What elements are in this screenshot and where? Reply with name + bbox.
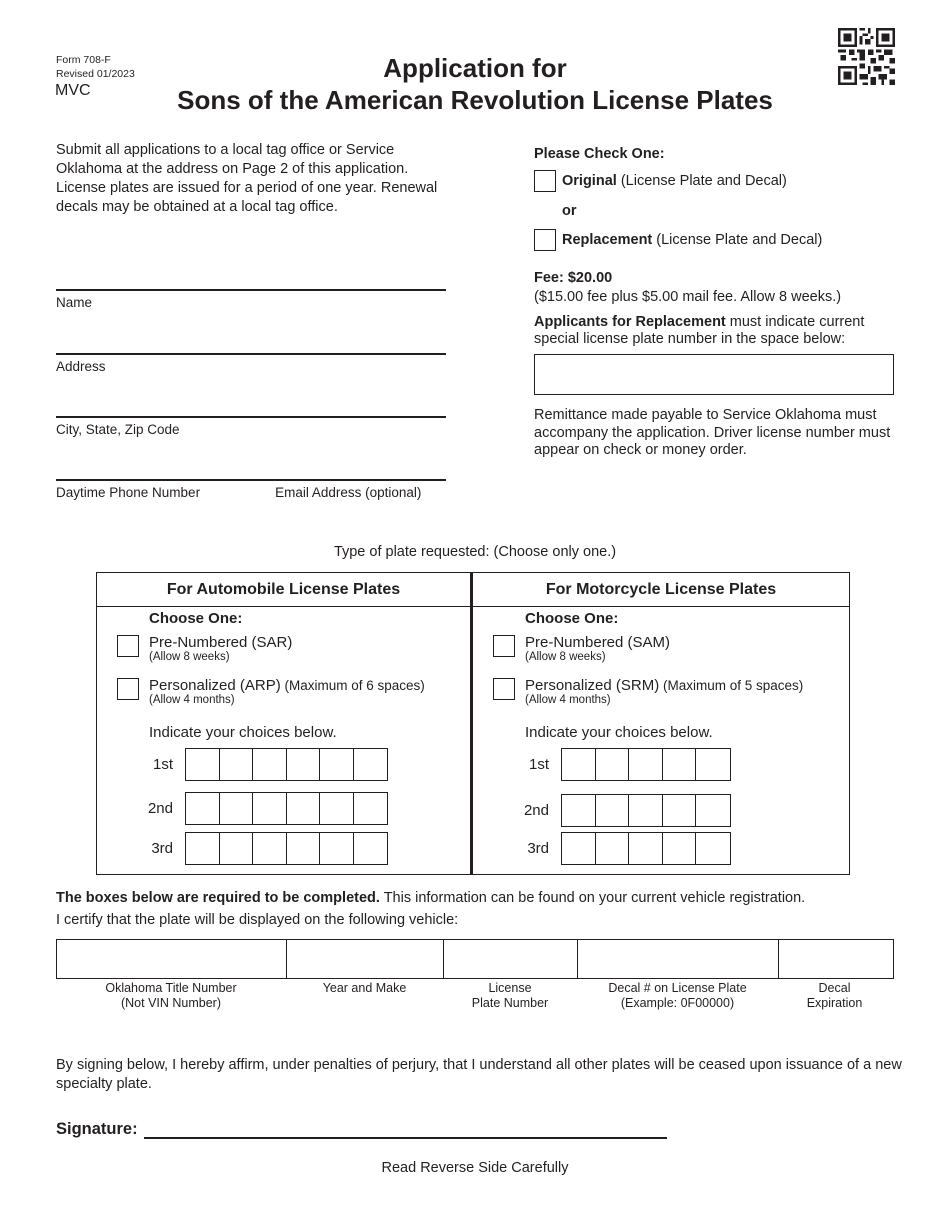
replacement-note-text: must indicate current special license plate number in the space below: — [534, 314, 865, 347]
srm-checkbox[interactable] — [493, 678, 515, 700]
address-underline — [56, 353, 446, 355]
decal-number-label — [577, 981, 778, 1011]
required-note-text: This information can be found on your current vehicle registration. — [379, 890, 806, 906]
motorcycle-option-personalized[interactable] — [493, 677, 803, 707]
char-box[interactable] — [696, 749, 730, 780]
fee-section — [534, 269, 904, 307]
char-box[interactable] — [629, 833, 663, 864]
arp-checkbox[interactable] — [117, 678, 139, 700]
choice-ordinal: 1st — [152, 756, 173, 773]
char-box[interactable] — [696, 795, 730, 826]
replacement-label-detail: (License Plate and Decal) — [652, 231, 823, 248]
division-label: MVC — [55, 82, 91, 99]
sar-checkbox[interactable] — [117, 635, 139, 657]
application-type-heading — [534, 145, 904, 164]
sar-label: Pre-Numbered (SAR) — [149, 634, 293, 651]
char-box[interactable] — [186, 833, 220, 864]
vehicle-info-table — [56, 939, 894, 979]
char-box[interactable] — [253, 793, 287, 824]
replacement-label: Replacement — [562, 231, 653, 248]
choice-ordinal: 2nd — [147, 800, 173, 817]
char-box[interactable] — [663, 795, 697, 826]
signature-input[interactable] — [144, 1121, 667, 1137]
address-field-area — [56, 330, 446, 354]
motorcycle-choice-2 — [521, 794, 731, 827]
char-box[interactable] — [562, 795, 596, 826]
char-box[interactable] — [287, 793, 321, 824]
qr-code-icon — [838, 28, 895, 85]
motorcycle-option-prenumbered[interactable] — [493, 634, 670, 664]
srm-note: (Maximum of 5 spaces) — [659, 678, 804, 693]
label-line: (Example: 0F00000) — [620, 996, 735, 1010]
name-field — [56, 289, 446, 310]
char-box[interactable] — [287, 749, 321, 780]
original-option[interactable] — [534, 170, 904, 192]
char-box[interactable] — [663, 833, 697, 864]
sam-label: Pre-Numbered (SAM) — [525, 634, 671, 651]
label-line: License — [488, 981, 532, 995]
email-input[interactable] — [280, 452, 446, 474]
replacement-note-bold: Applicants for Replacement — [534, 314, 726, 330]
email-label: Email Address (optional) — [275, 485, 422, 500]
signature-line — [144, 1121, 667, 1139]
affirmation-text: By signing below, I hereby affirm, under penalties of perjury, that I understand all other plates will be ceased upon issuance of a new specialty plate. — [56, 1057, 902, 1092]
char-box[interactable] — [320, 793, 354, 824]
city-state-zip-input[interactable] — [56, 389, 446, 411]
automobile-plates-column — [97, 573, 473, 874]
address-field — [56, 353, 446, 374]
arp-label: Personalized (ARP) — [149, 677, 281, 694]
motorcycle-choice-3-boxes — [561, 832, 731, 865]
replacement-note — [534, 314, 904, 348]
email-field-area — [280, 456, 446, 480]
choice-ordinal: 3rd — [527, 840, 549, 857]
label-line: Expiration — [806, 996, 863, 1010]
year-make-label — [286, 981, 443, 1011]
signature-label: Signature: — [56, 1120, 138, 1138]
automobile-heading: For Automobile License Plates — [97, 573, 470, 607]
sam-allow: (Allow 8 weeks) — [525, 651, 606, 663]
footer-note: Read Reverse Side Carefully — [381, 1160, 569, 1176]
label-line: Plate Number — [471, 996, 549, 1010]
intro-instructions: Submit all applications to a local tag office or Service Oklahoma at the address on Page 2 of this application. License plates are issued for a period of one year. Renewal decals may be obtained at a local tag office. — [56, 142, 438, 215]
char-box[interactable] — [320, 749, 354, 780]
motorcycle-heading: For Motorcycle License Plates — [473, 573, 849, 607]
char-box[interactable] — [629, 749, 663, 780]
char-box[interactable] — [220, 833, 254, 864]
label-line: (Not VIN Number) — [120, 996, 222, 1010]
motorcycle-choose-one: Choose One: — [525, 610, 619, 627]
automobile-choose-one: Choose One: — [149, 610, 243, 627]
arp-note: (Maximum of 6 spaces) — [280, 678, 425, 693]
please-check-one-label: Please Check One: — [534, 146, 665, 162]
signature-row — [56, 1120, 667, 1139]
city-underline — [56, 416, 446, 418]
motorcycle-choice-1-boxes — [561, 748, 731, 781]
motorcycle-plates-column — [473, 573, 849, 874]
char-box[interactable] — [220, 749, 254, 780]
current-plate-number-input[interactable] — [534, 354, 894, 395]
char-box[interactable] — [354, 749, 388, 780]
name-input[interactable] — [56, 262, 446, 284]
motorcycle-indicate-label: Indicate your choices below. — [525, 724, 713, 741]
automobile-choice-1 — [145, 748, 388, 781]
revised-date: Revised 01/2023 — [56, 68, 135, 80]
char-box[interactable] — [663, 749, 697, 780]
city-state-zip-label: City, State, Zip Code — [56, 422, 180, 437]
or-label — [562, 202, 932, 221]
choice-ordinal: 2nd — [523, 802, 549, 819]
phone-label: Daytime Phone Number — [56, 485, 201, 500]
fee-detail: ($15.00 fee plus $5.00 mail fee. Allow 8 weeks.) — [534, 289, 842, 305]
srm-allow: (Allow 4 months) — [525, 694, 611, 706]
char-box[interactable] — [287, 833, 321, 864]
choice-ordinal: 1st — [528, 756, 549, 773]
phone-email-field — [56, 479, 446, 500]
vehicle-info-labels — [56, 981, 894, 1011]
char-box[interactable] — [596, 833, 630, 864]
form-number: Form 708-F — [56, 54, 111, 66]
required-note-bold: The boxes below are required to be completed. — [56, 890, 380, 906]
name-label: Name — [56, 295, 93, 310]
title-number-label — [56, 981, 286, 1011]
title-number-input[interactable] — [57, 940, 287, 978]
arp-allow: (Allow 4 months) — [149, 694, 235, 706]
label-line: Oklahoma Title Number — [105, 981, 237, 995]
char-box[interactable] — [354, 793, 388, 824]
city-field-area — [56, 393, 446, 417]
replacement-checkbox[interactable] — [534, 229, 556, 251]
automobile-option-personalized[interactable] — [117, 677, 425, 707]
original-label: Original — [562, 172, 617, 189]
original-label-detail: (License Plate and Decal) — [616, 172, 787, 189]
char-box[interactable] — [596, 795, 630, 826]
char-box[interactable] — [596, 749, 630, 780]
choice-ordinal: 3rd — [151, 840, 173, 857]
automobile-choice-2 — [145, 792, 388, 825]
decal-expiration-label — [778, 981, 891, 1011]
char-box[interactable] — [186, 749, 220, 780]
license-plate-number-input[interactable] — [444, 940, 578, 978]
license-plate-number-label — [443, 981, 577, 1011]
automobile-choice-2-boxes — [185, 792, 388, 825]
address-label: Address — [56, 359, 106, 374]
phone-underline — [56, 479, 446, 481]
automobile-choice-3-boxes — [185, 832, 388, 865]
page-title — [0, 52, 950, 116]
char-box[interactable] — [220, 793, 254, 824]
address-input[interactable] — [56, 326, 446, 348]
decal-number-input[interactable] — [578, 940, 779, 978]
title-line-1: Application for — [383, 53, 567, 83]
original-checkbox[interactable] — [534, 170, 556, 192]
sam-checkbox[interactable] — [493, 635, 515, 657]
automobile-option-prenumbered[interactable] — [117, 634, 292, 664]
char-box[interactable] — [696, 833, 730, 864]
char-box[interactable] — [562, 833, 596, 864]
or-text: or — [562, 203, 577, 219]
plate-type-caption: Type of plate requested: (Choose only one.) — [333, 544, 617, 560]
srm-label: Personalized (SRM) — [525, 677, 660, 694]
fee-amount: Fee: $20.00 — [534, 270, 613, 286]
char-box[interactable] — [354, 833, 388, 864]
automobile-indicate-label: Indicate your choices below. — [149, 724, 337, 741]
sar-allow: (Allow 8 weeks) — [149, 651, 230, 663]
label-line: Decal # on License Plate — [608, 981, 747, 995]
plate-type-table — [96, 572, 850, 875]
remittance-note: Remittance made payable to Service Oklahoma must accompany the application. Driver license number must appear on check or money order. — [534, 407, 891, 458]
char-box[interactable] — [253, 749, 287, 780]
motorcycle-choice-1 — [521, 748, 731, 781]
char-box[interactable] — [562, 749, 596, 780]
char-box[interactable] — [629, 795, 663, 826]
label-line: Year and Make — [322, 981, 407, 995]
year-make-input[interactable] — [287, 940, 444, 978]
motorcycle-choice-3 — [521, 832, 731, 865]
name-field-area — [56, 266, 446, 290]
title-line-2: Sons of the American Revolution License Plates — [177, 85, 773, 115]
required-note — [56, 889, 916, 908]
city-state-zip-field — [56, 416, 446, 437]
certify-text: I certify that the plate will be displayed on the following vehicle: — [56, 912, 459, 928]
replacement-option[interactable] — [534, 229, 904, 251]
char-box[interactable] — [186, 793, 220, 824]
label-line: Decal — [818, 981, 851, 995]
automobile-choice-1-boxes — [185, 748, 388, 781]
name-underline — [56, 289, 446, 291]
motorcycle-choice-2-boxes — [561, 794, 731, 827]
char-box[interactable] — [253, 833, 287, 864]
decal-expiration-input[interactable] — [779, 940, 892, 978]
phone-field-area — [56, 456, 276, 480]
char-box[interactable] — [320, 833, 354, 864]
automobile-choice-3 — [145, 832, 388, 865]
phone-input[interactable] — [56, 452, 276, 474]
